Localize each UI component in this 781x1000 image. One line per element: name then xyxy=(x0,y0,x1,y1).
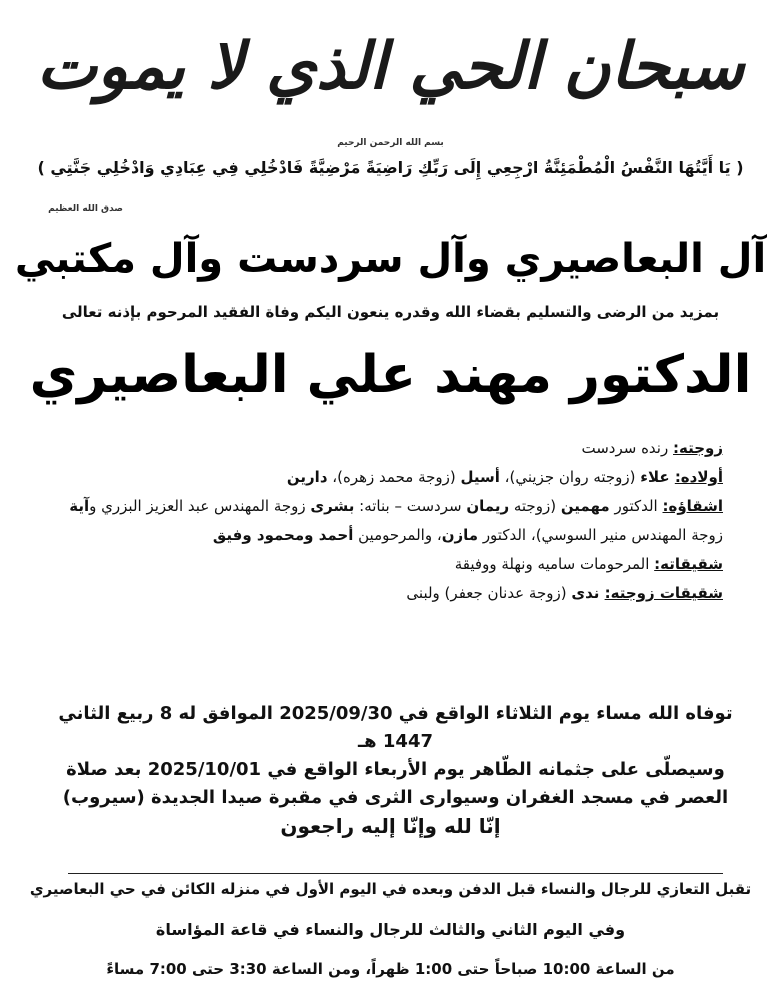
child-text: (زوجة محمد زهره)، xyxy=(327,468,461,486)
wife-text: رنده سردست xyxy=(581,439,673,457)
brothers-text: ، والمرحومين xyxy=(353,526,442,544)
divider xyxy=(68,873,723,874)
sisters-row xyxy=(40,550,723,579)
brothers-label: اشقاؤه: xyxy=(662,497,723,515)
wife-sisters-row xyxy=(40,579,723,608)
calligraphy-header: سبحان الحي الذي لا يموت xyxy=(36,29,745,104)
quran-verse: ( يَا أَيَّتُهَا النَّفْسُ الْمُطْمَئِنَّةُ ارْجِعِي إِلَى رَبِّكِ رَاضِيَةً مَرْضِيَّةً فَادْخُلِي فِي عِبَادِي وَادْخُلِي جَنَّتِي ) xyxy=(37,158,744,177)
condolences-hours: من الساعة 10:00 صباحاً حتى 1:00 ظهراً، ومن الساعة 3:30 حتى 7:00 مساءً xyxy=(106,960,675,978)
brother-name: أحمد xyxy=(318,526,354,544)
brothers-text: سردست – بناته: xyxy=(354,497,467,515)
wife-sisters-text: (زوجة عدنان جعفر) ولبنى xyxy=(406,584,572,602)
child-text: (زوجته روان جزيني)، xyxy=(499,468,641,486)
wife-sister-name: ندى xyxy=(571,584,605,602)
children-row xyxy=(40,463,723,492)
sisters-label: شقيقاته: xyxy=(654,555,723,573)
child-name: دارين xyxy=(286,468,328,486)
brother-name: بشرى xyxy=(310,497,355,515)
announcement-line: العصر في مسجد الغفران وسيوارى الثرى في مقبرة صيدا الجديدة (سيروب) xyxy=(62,787,729,808)
brother-name: ريمان xyxy=(466,497,510,515)
mourning-line: بمزيد من الرضى والتسليم بقضاء الله وقدره ينعون اليكم وفاة الفقيد المرحوم بإذنه تعالى xyxy=(61,303,720,321)
condolences-line: وفي اليوم الثاني والثالث للرجال والنساء في قاعة المؤاساة xyxy=(155,920,626,939)
brother-name: مهمين xyxy=(560,497,610,515)
child-name: علاء xyxy=(640,468,675,486)
brother-name: وفيق xyxy=(212,526,252,544)
wife-row xyxy=(40,434,723,463)
relatives-section xyxy=(40,434,723,608)
basmala: بسم الله الرحمن الرحيم xyxy=(337,138,444,148)
announcement-line: توفاه الله مساء يوم الثلاثاء الواقع في 2025/09/30 الموافق له 8 ربيع الثاني 1447 هـ xyxy=(58,703,733,752)
istirja: إنّا لله وإنّا إليه راجعون xyxy=(280,814,501,838)
children-label: أولاده: xyxy=(674,468,723,486)
announcement-line: وسيصلّى على جثمانه الطّاهر يوم الأربعاء الواقع في 2025/10/01 بعد صلاة xyxy=(66,759,725,780)
child-name: أسيل xyxy=(460,468,500,486)
wife-label: زوجته: xyxy=(673,439,723,457)
brothers-text: زوجة المهندس عبد العزيز البزري و xyxy=(89,497,311,515)
wife-sisters-label: شقيقات زوجته: xyxy=(604,584,723,602)
brother-name: ومحمود xyxy=(251,526,319,544)
sadaqa-text: صدق الله العظيم xyxy=(48,204,123,214)
families-heading: آل البعاصيري وآل سردست وآل مكتبي xyxy=(14,236,767,282)
death-announcement xyxy=(50,700,741,812)
brothers-text: زوجة المهندس منير السوسي)، الدكتور xyxy=(478,526,723,544)
deceased-name: الدكتور مهند علي البعاصيري xyxy=(29,345,752,405)
brother-name: مازن xyxy=(441,526,479,544)
brother-name: آية xyxy=(69,497,90,515)
brothers-row xyxy=(40,492,723,550)
sisters-text: المرحومات ساميه ونهلة ووفيقة xyxy=(454,555,655,573)
brothers-text: (زوجته xyxy=(509,497,561,515)
condolences-line: تقبل التعازي للرجال والنساء قبل الدفن وبعده في اليوم الأول في منزله الكائن في حي البعاصيري xyxy=(29,880,752,898)
brothers-text: الدكتور xyxy=(609,497,663,515)
